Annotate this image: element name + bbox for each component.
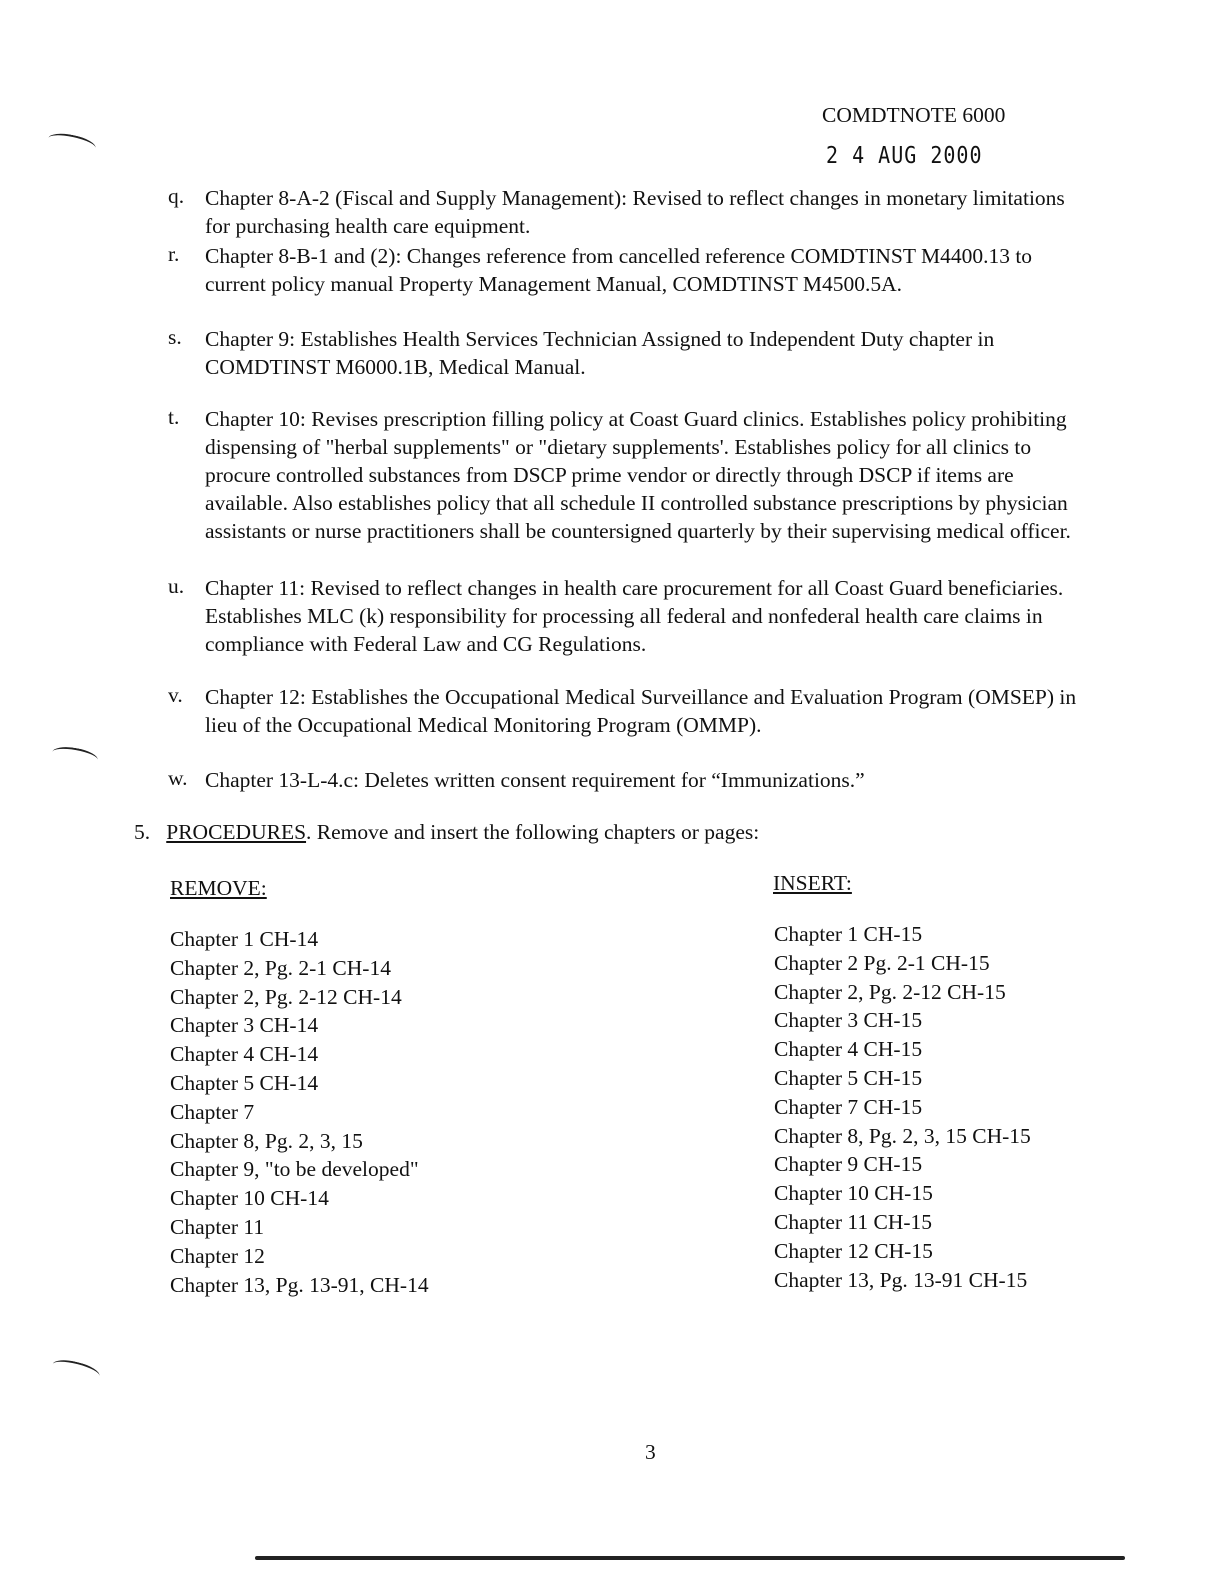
section-text: . Remove and insert the following chapters or pages: (306, 820, 760, 844)
list-item: Chapter 2 Pg. 2-1 CH-15 (774, 950, 990, 975)
list-item: Chapter 5 CH-15 (774, 1065, 923, 1090)
list-item: Chapter 1 CH-15 (774, 922, 923, 946)
list-item: Chapter 2, Pg. 2-12 CH-15 (774, 979, 1006, 1004)
item-text-line: Establishes MLC (k) responsibility for processing all federal and nonfederal health care claims in (205, 604, 1043, 628)
item-text-line: procure controlled substances from DSCP prime vendor or directly through DSCP if items are (205, 463, 1014, 487)
section-number: 5. (134, 820, 151, 844)
item-text-line: compliance with Federal Law and CG Regulations. (205, 632, 647, 656)
insert-heading: INSERT: (773, 871, 852, 895)
list-item: Chapter 12 CH-15 (774, 1238, 933, 1263)
list-item: Chapter 4 CH-15 (774, 1037, 923, 1062)
item-letter: w. (168, 766, 188, 790)
item-text-line: Chapter 9: Establishes Health Services Technician Assigned to Independent Duty chapter in (205, 327, 995, 351)
list-item: Chapter 1 CH-14 (170, 927, 319, 951)
list-item: Chapter 10 CH-15 (774, 1181, 933, 1206)
list-item: Chapter 3 CH-15 (774, 1008, 923, 1033)
item-letter: r. (168, 242, 180, 266)
scan-edge-line (255, 1556, 1125, 1560)
item-text-line: for purchasing health care equipment. (205, 214, 531, 238)
list-item: Chapter 9 CH-15 (774, 1152, 923, 1177)
list-item: Chapter 8, Pg. 2, 3, 15 CH-15 (774, 1123, 1031, 1148)
section-procedures (134, 820, 759, 845)
item-text-line: Chapter 13-L-4.c: Deletes written consent requirement for “Immunizations.” (205, 768, 865, 792)
item-letter: t. (168, 405, 180, 429)
item-text-line: lieu of the Occupational Medical Monitoring Program (OMMP). (205, 713, 762, 737)
list-item: Chapter 11 (170, 1214, 265, 1239)
binder-hole-mark (51, 744, 99, 768)
list-item: Chapter 8, Pg. 2, 3, 15 (170, 1128, 363, 1153)
item-letter: q. (168, 184, 185, 208)
date-stamp: 2 4 AUG 2000 (826, 141, 983, 169)
item-text-line: assistants or nurse practitioners shall be countersigned quarterly by their supervising medical officer. (205, 519, 1071, 543)
item-text-line: available. Also establishes policy that all schedule II controlled substance prescriptions by physician (205, 491, 1068, 515)
insert-list (774, 920, 1174, 1294)
list-item: Chapter 13, Pg. 13-91, CH-14 (170, 1272, 429, 1297)
binder-hole-mark (47, 130, 97, 156)
section-heading: PROCEDURES (166, 820, 307, 844)
document-number: COMDTNOTE 6000 (822, 103, 1006, 127)
item-letter: u. (168, 574, 185, 598)
list-item: Chapter 2, Pg. 2-1 CH-14 (170, 955, 391, 980)
item-text-line: current policy manual Property Management Manual, COMDTINST M4500.5A. (205, 272, 903, 296)
list-item: Chapter 9, "to be developed" (170, 1157, 419, 1182)
list-item: Chapter 7 (170, 1099, 255, 1124)
item-letter: v. (168, 683, 183, 707)
list-item: Chapter 5 CH-14 (170, 1070, 319, 1095)
item-text-line: dispensing of "herbal supplements" or "dietary supplements'. Establishes policy for all clinics to (205, 435, 1032, 459)
remove-heading: REMOVE: (170, 876, 267, 900)
list-item: Chapter 3 CH-14 (170, 1013, 319, 1038)
item-text-line: Chapter 12: Establishes the Occupational Medical Surveillance and Evaluation Program (OMSEP) in (205, 685, 1077, 709)
list-item: Chapter 4 CH-14 (170, 1042, 319, 1067)
list-item: Chapter 12 (170, 1243, 265, 1268)
list-item: Chapter 10 CH-14 (170, 1186, 329, 1211)
item-text-line: Chapter 8-B-1 and (2): Changes reference from cancelled reference COMDTINST M4400.13 to (205, 244, 1033, 268)
item-text-line: Chapter 10: Revises prescription filling policy at Coast Guard clinics. Establishes policy prohibiting (205, 407, 1067, 431)
binder-hole-mark (51, 1356, 101, 1383)
remove-list (170, 925, 570, 1299)
list-item: Chapter 11 CH-15 (774, 1209, 933, 1234)
page-number: 3 (645, 1440, 656, 1464)
item-text-line: COMDTINST M6000.1B, Medical Manual. (205, 355, 586, 379)
list-item: Chapter 13, Pg. 13-91 CH-15 (774, 1267, 1028, 1292)
list-item: Chapter 2, Pg. 2-12 CH-14 (170, 984, 402, 1009)
item-text-line: Chapter 8-A-2 (Fiscal and Supply Management): Revised to reflect changes in monetary limitations (205, 186, 1065, 210)
item-letter: s. (168, 325, 182, 349)
item-text-line: Chapter 11: Revised to reflect changes in health care procurement for all Coast Guard beneficiaries. (205, 576, 1064, 600)
list-item: Chapter 7 CH-15 (774, 1094, 923, 1119)
